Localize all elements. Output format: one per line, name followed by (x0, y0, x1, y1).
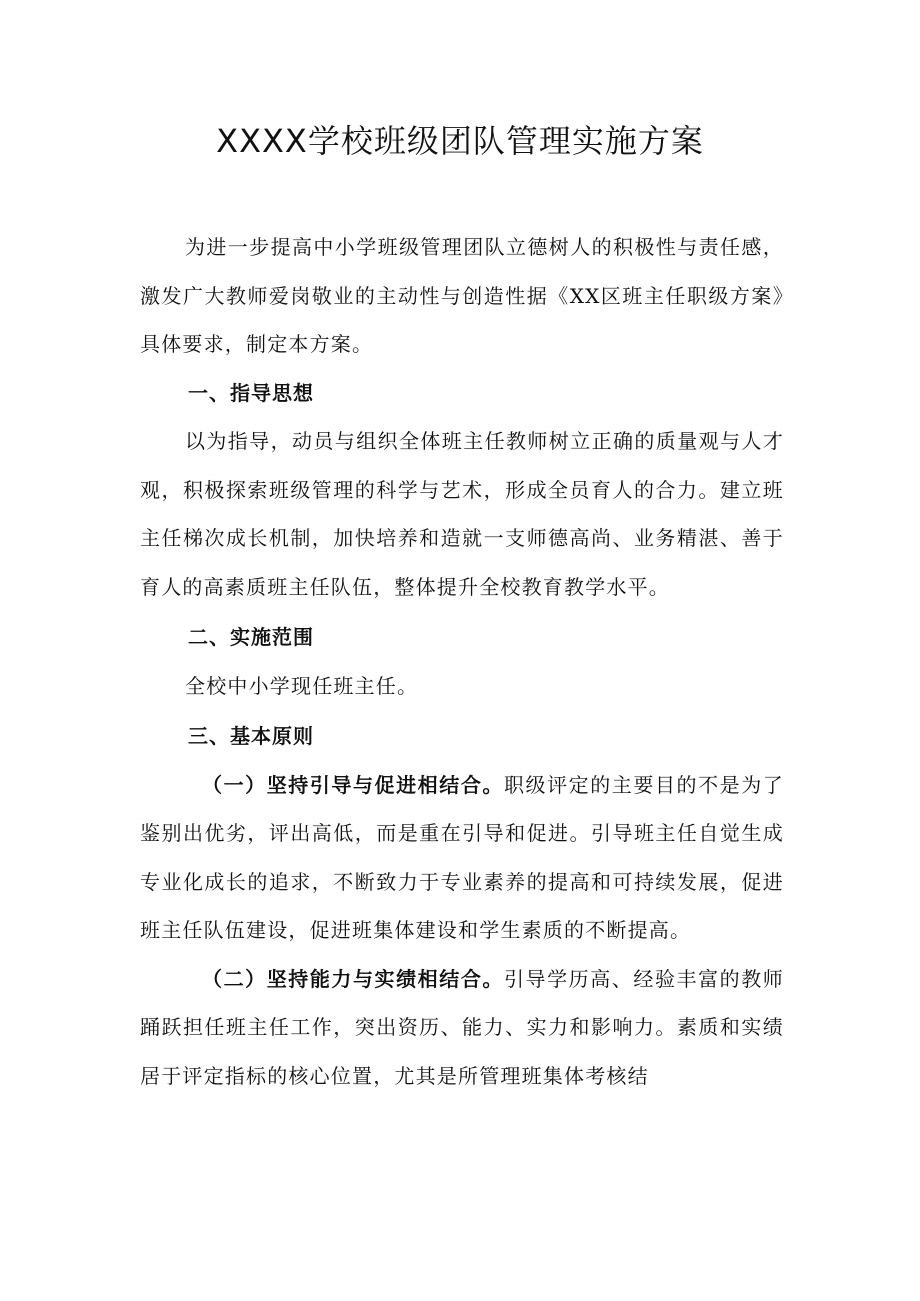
section-heading-scope: 二、实施范围 (188, 625, 314, 649)
principle-paragraph (140, 761, 784, 955)
principle-text: 职级评定的主要目的不是为了鉴别出优劣，评出高低，而是重在引导和促进。引导班主任自觉生成专业化成长的追求，不断致力于专业素养的提高和可持续发展，促进班主任队伍建设，促进班集体建设和学生素质的不断提高。 (140, 772, 784, 942)
section-heading-basic-principles: 三、基本原则 (188, 724, 314, 748)
principle-lead: （一）坚持引导与促进相结合。 (202, 772, 504, 797)
intro-paragraph: 为进一步提高中小学班级管理团队立德树人的积极性与责任感，激发广大教师爱岗敬业的主动性与创造性据《XX区班主任职级方案》具体要求，制定本方案。 (140, 235, 784, 356)
document-body (140, 223, 784, 1100)
section-heading-guiding-ideology: 一、指导思想 (188, 380, 314, 405)
principle-lead: （二）坚持能力与实绩相结合。 (202, 966, 504, 991)
guiding-ideology-paragraph: 以为指导，动员与组织全体班主任教师树立正确的质量观与人才观，积极探索班级管理的科学与艺术，形成全员育人的合力。建立班主任梯次成长机制，加快培养和造就一支师德高尚、业务精湛、善于育人的高素质班主任队伍，整体提升全校教育教学水平。 (140, 429, 784, 599)
document-title: XXXX学校班级团队管理实施方案 (216, 122, 704, 160)
scope-paragraph: 全校中小学现任班主任。 (185, 673, 419, 698)
principle-paragraph (140, 955, 784, 1101)
principle-text: 引导学历高、经验丰富的教师踊跃担任班主任工作，突出资历、能力、实力和影响力。素质和实绩居于评定指标的核心位置，尤其是所管理班集体考核结 (140, 966, 784, 1088)
